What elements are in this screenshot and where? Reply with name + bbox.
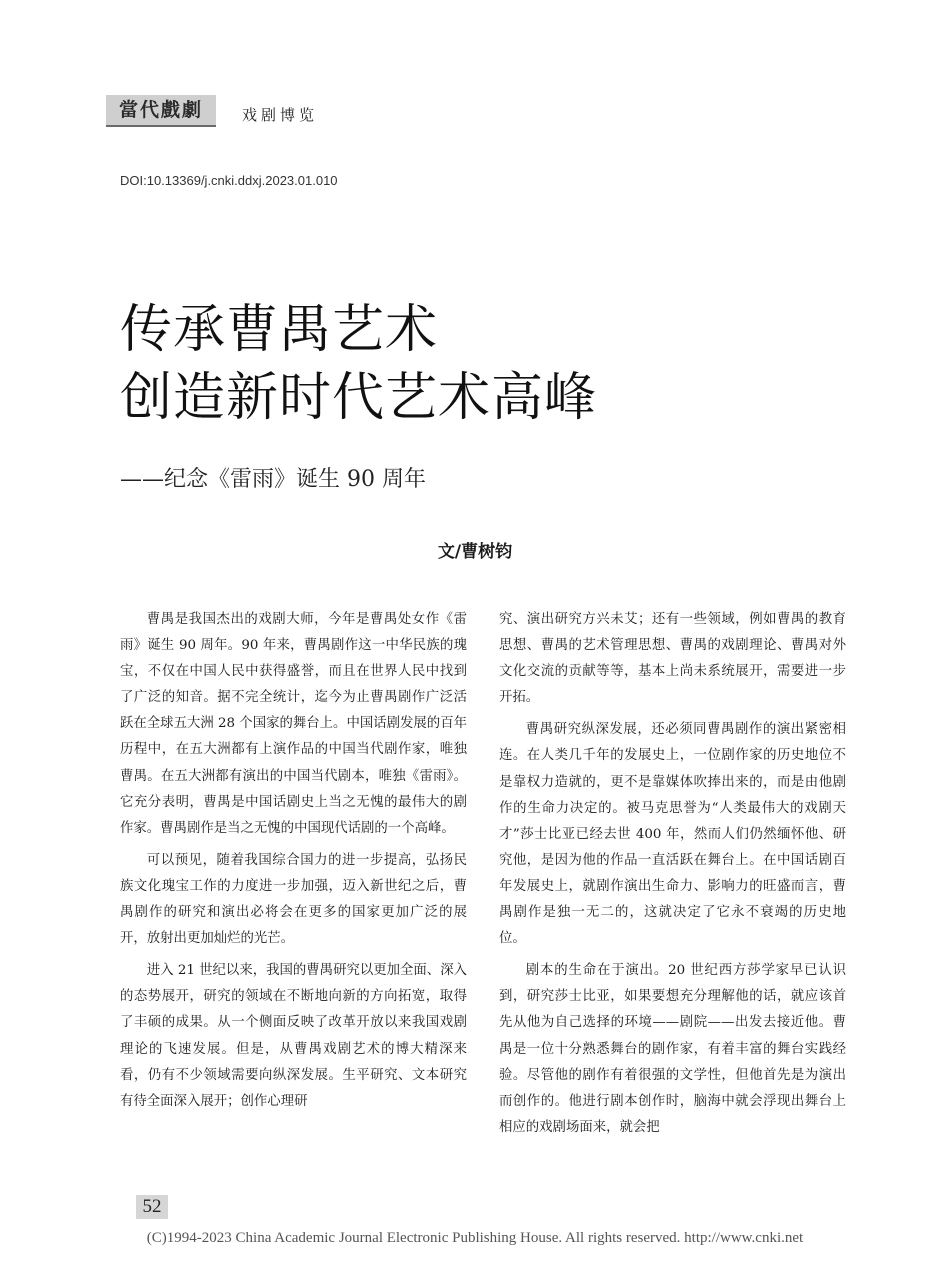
article-title [120, 296, 597, 432]
paragraph-continued: 究、演出研究方兴未艾；还有一些领域，例如曹禺的教育思想、曹禺的艺术管理思想、曹禺的戏剧理论、曹禺对外文化交流的贡献等等，基本上尚未系统展开，需要进一步开拓。 [499, 612, 846, 706]
title-line-2: 创造新时代艺术高峰 [120, 368, 598, 428]
body-column-left [120, 607, 467, 1121]
header-rule [106, 125, 216, 127]
doi: DOI:10.13369/j.cnki.ddxj.2023.01.010 [120, 173, 338, 188]
copyright-footer: (C)1994-2023 China Academic Journal Electronic Publishing House. All rights reserved. http://www.cnki.net [146, 1230, 804, 1246]
page-number: 52 [136, 1195, 168, 1219]
title-line-1: 传承曹禺艺术 [120, 300, 439, 360]
body-column-right [499, 607, 846, 1147]
article-subtitle: ——纪念《雷雨》诞生 90 周年 [120, 467, 426, 492]
paragraph: 曹禺是我国杰出的戏剧大师，今年是曹禺处女作《雷雨》诞生 90 周年。90 年来，曹禺剧作这一中华民族的瑰宝，不仅在中国人民中获得盛誉，而且在世界人民中找到了广泛的知音。据不完全统计，迄今为止曹禺剧作广泛活跃在全球五大洲 28 个国家的舞台上。中国话剧发展的百年历程中，在五大洲都有上演作品的中国当代剧作家，唯独曹禺。在五大洲都有演出的中国当代剧本，唯独《雷雨》。它充分表明，曹禺是中国话剧史上当之无愧的最伟大的剧作家。曹禺剧作是当之无愧的中国现代话剧的一个高峰。 [120, 612, 467, 836]
author-byline: 文/曹树钧 [437, 542, 513, 562]
paragraph: 曹禺研究纵深发展，还必须同曹禺剧作的演出紧密相连。在人类几千年的发展史上，一位剧作家的历史地位不是靠权力造就的，更不是靠媒体吹捧出来的，而是由他剧作的生命力决定的。被马克思誉为“人类最伟大的戏剧天才”莎士比亚已经去世 400 年，然而人们仍然缅怀他、研究他，是因为他的作品一直活跃在舞台上。在中国话剧百年发展史上，就剧作演出生命力、影响力的旺盛而言，曹禺剧作是独一无二的，这就决定了它永不衰竭的历史地位。 [499, 722, 846, 947]
paragraph: 可以预见，随着我国综合国力的进一步提高，弘扬民族文化瑰宝工作的力度进一步加强，迈入新世纪之后，曹禺剧作的研究和演出必将会在更多的国家更加广泛的展开，放射出更加灿烂的光芒。 [120, 852, 467, 947]
journal-logo: 當代戲劇 [106, 95, 216, 125]
paragraph: 进入 21 世纪以来，我国的曹禺研究以更加全面、深入的态势展开，研究的领域在不断地向新的方向拓宽，取得了丰硕的成果。从一个侧面反映了改革开放以来我国戏剧理论的飞速发展。但是，从曹禺戏剧艺术的博大精深来看，仍有不少领域需要向纵深发展。生平研究、文本研究有待全面深入展开；创作心理研 [120, 963, 467, 1109]
section-name: 戏剧博览 [242, 106, 319, 124]
paragraph: 剧本的生命在于演出。20 世纪西方莎学家早已认识到，研究莎士比亚，如果要想充分理解他的话，就应该首先从他为自己选择的环境——剧院——出发去接近他。曹禺是一位十分熟悉舞台的剧作家，有着丰富的舞台实践经验。尽管他的剧作有着很强的文学性，但他首先是为演出而创作的。他进行剧本创作时，脑海中就会浮现出舞台上相应的戏剧场面来，就会把 [499, 963, 846, 1135]
